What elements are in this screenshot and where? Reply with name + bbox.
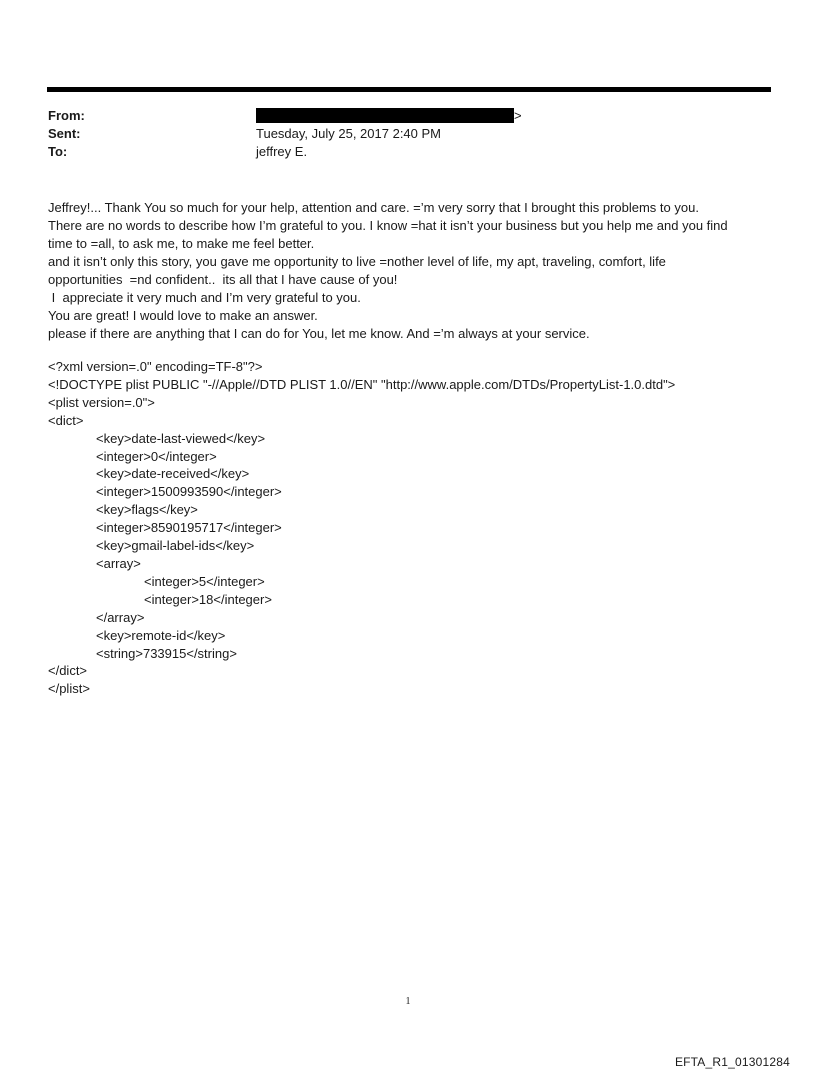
plist-line: <key>gmail-label-ids</key> bbox=[96, 538, 255, 554]
email-body bbox=[48, 199, 772, 343]
sent-label: Sent: bbox=[48, 126, 81, 141]
body-line: time to =all, to ask me, to make me feel better. bbox=[48, 236, 315, 251]
body-line: and it isn’t only this story, you gave me opportunity to live =nother level of life, my apt, traveling, comfort, life bbox=[48, 254, 666, 269]
plist-line: </array> bbox=[96, 609, 145, 625]
to-row bbox=[48, 144, 768, 162]
plist-line: <plist version=.0"> bbox=[48, 394, 155, 410]
plist-line: <integer>0</integer> bbox=[96, 448, 217, 464]
plist-line: <integer>18</integer> bbox=[144, 591, 272, 607]
from-suffix: > bbox=[514, 108, 522, 123]
from-value bbox=[256, 108, 522, 123]
plist-line: <integer>5</integer> bbox=[144, 573, 265, 589]
bates-number: EFTA_R1_01301284 bbox=[674, 1055, 790, 1069]
body-line: Jeffrey!... Thank You so much for your help, attention and care. =’m very sorry that I brought this problems to you. bbox=[48, 200, 699, 215]
body-line: You are great! I would love to make an answer. bbox=[48, 308, 318, 323]
plist-line: <dict> bbox=[48, 412, 84, 428]
plist-line: <!DOCTYPE plist PUBLIC "-//Apple//DTD PLIST 1.0//EN" "http://www.apple.com/DTDs/PropertyList-1.0.dtd"> bbox=[48, 376, 676, 392]
plist-line: </dict> bbox=[48, 663, 88, 679]
plist-line: <key>remote-id</key> bbox=[96, 627, 226, 643]
page-number: 1 bbox=[405, 996, 411, 1007]
plist-line: <?xml version=.0" encoding=TF-8"?> bbox=[48, 359, 263, 374]
plist-line: <integer>1500993590</integer> bbox=[96, 484, 282, 500]
body-line: I appreciate it very much and I’m very grateful to you. bbox=[48, 290, 361, 305]
plist-line: <array> bbox=[96, 555, 141, 571]
body-line: There are no words to describe how I’m grateful to you. I know =hat it isn’t your business but you help me and you find bbox=[48, 218, 728, 233]
plist-line: <string>733915</string> bbox=[96, 645, 237, 661]
plist-line: </plist> bbox=[48, 681, 90, 697]
body-line: please if there are anything that I can do for You, let me know. And =’m always at your service. bbox=[48, 326, 590, 341]
sent-value: Tuesday, July 25, 2017 2:40 PM bbox=[256, 126, 441, 141]
plist-line: <key>date-last-viewed</key> bbox=[96, 430, 266, 446]
plist-line: <integer>8590195717</integer> bbox=[96, 520, 282, 536]
redaction-bar bbox=[256, 108, 514, 123]
plist-line: <key>flags</key> bbox=[96, 502, 198, 518]
plist-line: <key>date-received</key> bbox=[96, 466, 250, 482]
sent-row bbox=[48, 126, 768, 144]
email-header bbox=[48, 108, 768, 162]
to-value: jeffrey E. bbox=[256, 144, 308, 159]
from-label: From: bbox=[48, 108, 85, 123]
plist-block bbox=[48, 358, 772, 698]
from-row bbox=[48, 108, 768, 126]
header-divider bbox=[47, 87, 771, 92]
body-line: opportunities =nd confident.. its all that I have cause of you! bbox=[48, 272, 398, 287]
to-label: To: bbox=[48, 144, 68, 159]
